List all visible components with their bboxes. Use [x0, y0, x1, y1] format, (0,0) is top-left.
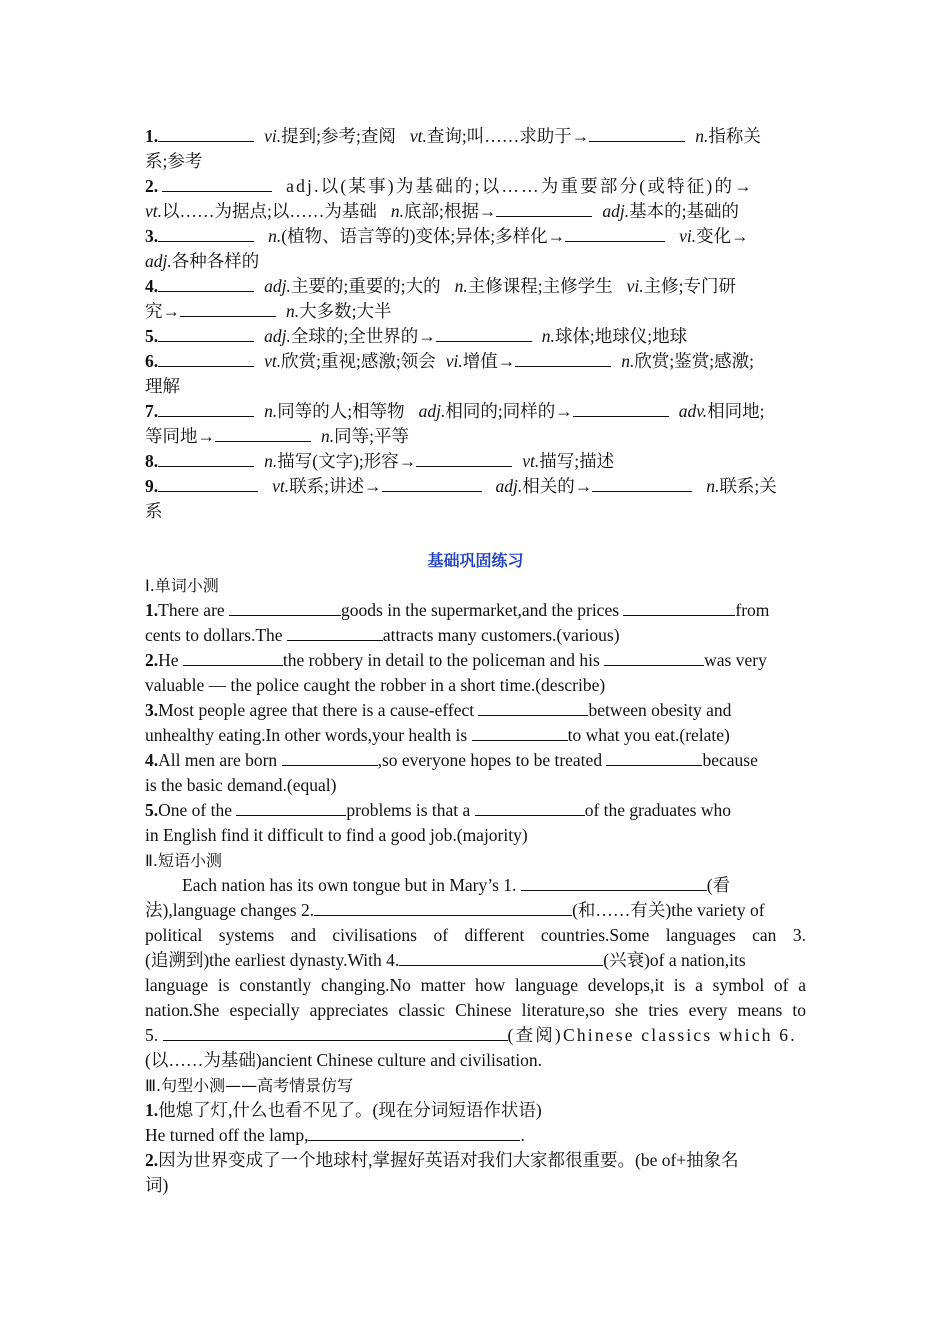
answer-blank[interactable]	[592, 475, 692, 492]
exercise-item-3: 3.Most people agree that there is a cause-effect between obesity and	[145, 700, 732, 720]
answer-blank[interactable]	[308, 1124, 520, 1141]
answer-blank[interactable]	[623, 599, 735, 616]
vocab-item-8: 8. n.描写(文字);形容→ vt.描写;描述	[145, 451, 615, 471]
vocab-item-7: 7. n.同等的人;相等物 adj.相同的;同样的→ adv.相同地;	[145, 401, 765, 421]
answer-blank[interactable]	[236, 799, 346, 816]
vocab-item-9: 9. vt.联系;讲述→ adj.相关的→ n.联系;关	[145, 476, 777, 496]
answer-blank[interactable]	[282, 749, 378, 766]
answer-blank[interactable]	[158, 350, 254, 367]
vocab-item-6: 6. vt.欣赏;重视;感激;领会 vi.增值→ n.欣赏;鉴赏;感激;	[145, 351, 754, 371]
answer-blank[interactable]	[496, 200, 592, 217]
answer-blank[interactable]	[416, 450, 512, 467]
answer-blank[interactable]	[606, 749, 702, 766]
vocab-list: 1. vi.提到;参考;查阅 vt.查询;叫……求助于→ n.指称关 系;参考 2. adj.以(某事)为基础的;以……为重要部分(或特征)的→ vt.以……为据点;以……为基础 n.底部;根据→ adj.基本的;基础的 3. n.(植物、语言等的)变体;异体;多样化→ vi.变化→ adj.各种各样的 4. adj.主要的;重要的;大的 n.主修课程;主修学生 vi.主修;专门研 究→ n.大多数;大半 5. adj.全球的;全世界的→ n.球体;地球仪;地球 6. vt.欣赏;重视;感激;领会 vi.增值→ n.欣赏;鉴赏;感激; 理解 7. n.同等的人;相等物 adj.相同的;同样的→ adv.相同地; 等同地→ n.同等;平等 8. n.描写(文字);形容→ vt.描写;描述 9. vt.联系;讲述→ adj.相关的→ n.联系;关 系	[145, 124, 806, 524]
section-title: 基础巩固练习	[427, 551, 524, 570]
answer-blank[interactable]	[158, 325, 254, 342]
exercise-item-4: 4.All men are born ,so everyone hopes to be treated because	[145, 750, 758, 770]
answer-blank[interactable]	[158, 225, 254, 242]
vocab-item-3: 3. n.(植物、语言等的)变体;异体;多样化→ vi.变化→	[145, 226, 749, 246]
exercise-item-5: 5.One of the problems is that a of the graduates who	[145, 800, 731, 820]
worksheet-page: 1. vi.提到;参考;查阅 vt.查询;叫……求助于→ n.指称关 系;参考 2. adj.以(某事)为基础的;以……为重要部分(或特征)的→ vt.以……为据点;以……为基础 n.底部;根据→ adj.基本的;基础的 3. n.(植物、语言等的)变体;异体;多样化→ vi.变化→ adj.各种各样的 4. adj.主要的;重要的;大的 n.主修课程;主修学生 vi.主修;专门研 究→ n.大多数;大半 5. adj.全球的;全世界的→ n.球体;地球仪;地球 6. vt.欣赏;重视;感激;领会 vi.增值→ n.欣赏;鉴赏;感激; 理解 7. n.同等的人;相等物 adj.相同的;同样的→ adv.相同地; 等同地→ n.同等;平等 8. n.描写(文字);形容→ vt.描写;描述 9. vt.联系;讲述→ adj.相关的→ n.联系;关 系 基础巩固练习 Ⅰ.单词小测 1.There are goods in the supermarket,and the prices from cents to dollars.The attracts many customers.(various) 2.He the robbery in detail to the policeman and his was very valuable — the police caught the robber in a short time.(describe) 3.Most people agree that there is a cause-effect between obesity and unhealthy eating.In other words,your health is to what you eat.(relate) 4.All men are born ,so everyone hopes to be treated because is the basic demand.(equal) 5.One of the problems is that a of the graduates who in English find it difficult to find a good job.(majority) Ⅱ.短语小测 Each nation has its own tongue but in Mary’s 1. (看 法),language changes 2. (和……有关)the variety of political systems and civilisations of different countries.Some languages can 3. (追溯到)the earliest dynasty.With 4. (兴衰)of a nation,its language is constantly changing.No matter how language develops,it is a symbol of a nation.She especially appreciates classic Chinese literature,so she tries every means to 5. (查阅)Chinese classics which 6. (以……为基础)ancient Chinese culture and civilisation. Ⅲ.句型小测——高考情景仿写 1.他熄了灯,什么也看不见了。(现在分词短语作状语) He turned off the lamp, . 2.因为世界变成了一个地球村,掌握好英语对我们大家都很重要。(be of+抽象名 词)	[145, 126, 806, 1195]
sentence-item-1: 1.他熄了灯,什么也看不见了。(现在分词短语作状语)	[145, 1100, 542, 1120]
answer-blank[interactable]	[573, 400, 669, 417]
answer-blank[interactable]	[436, 325, 532, 342]
vocab-item-2: 2. adj.以(某事)为基础的;以……为重要部分(或特征)的→	[145, 176, 754, 196]
vocab-item-5: 5. adj.全球的;全世界的→ n.球体;地球仪;地球	[145, 326, 688, 346]
section-heading: Ⅱ.短语小测	[145, 851, 222, 870]
answer-blank[interactable]	[399, 949, 603, 966]
exercise-item-2: 2.He the robbery in detail to the policeman and his was very	[145, 650, 767, 670]
answer-blank[interactable]	[163, 1024, 508, 1041]
answer-blank[interactable]	[565, 225, 665, 242]
vocab-item-1: 1. vi.提到;参考;查阅 vt.查询;叫……求助于→ n.指称关	[145, 126, 761, 146]
answer-blank[interactable]	[162, 175, 272, 192]
answer-blank[interactable]	[158, 450, 254, 467]
section-heading: Ⅰ.单词小测	[145, 576, 219, 595]
section-heading: Ⅲ.句型小测——高考情景仿写	[145, 1076, 354, 1095]
answer-blank[interactable]	[180, 300, 276, 317]
answer-blank[interactable]	[158, 275, 254, 292]
sentence-item-2: 2.因为世界变成了一个地球村,掌握好英语对我们大家都很重要。(be of+抽象名	[145, 1150, 739, 1170]
answer-blank[interactable]	[215, 425, 311, 442]
answer-blank[interactable]	[183, 649, 283, 666]
answer-blank[interactable]	[314, 899, 572, 916]
answer-blank[interactable]	[229, 599, 341, 616]
answer-blank[interactable]	[475, 799, 585, 816]
answer-blank[interactable]	[521, 874, 707, 891]
answer-blank[interactable]	[472, 724, 568, 741]
answer-blank[interactable]	[287, 624, 383, 641]
exercise-item-1: 1.There are goods in the supermarket,and the prices from	[145, 600, 770, 620]
passage: Each nation has its own tongue but in Mary’s 1. (看 法),language changes 2. (和……有关)the variety of political systems and civilisations of different countries.Some languages can 3. (追溯到)the earliest dynasty.With 4. (兴衰)of a nation,its language is constantly changing.No matter how language develops,it is a symbol of a nation.She especially appreciates classic Chinese literature,so she tries every means to 5. (查阅)Chinese classics which 6. (以……为基础)ancient Chinese culture and civilisation.	[145, 875, 806, 1070]
answer-blank[interactable]	[515, 350, 611, 367]
answer-blank[interactable]	[158, 400, 254, 417]
answer-blank[interactable]	[604, 649, 704, 666]
vocab-item-4: 4. adj.主要的;重要的;大的 n.主修课程;主修学生 vi.主修;专门研	[145, 276, 736, 296]
answer-blank[interactable]	[382, 475, 482, 492]
answer-blank[interactable]	[158, 125, 254, 142]
answer-blank[interactable]	[158, 475, 258, 492]
answer-blank[interactable]	[478, 699, 588, 716]
answer-blank[interactable]	[589, 125, 685, 142]
